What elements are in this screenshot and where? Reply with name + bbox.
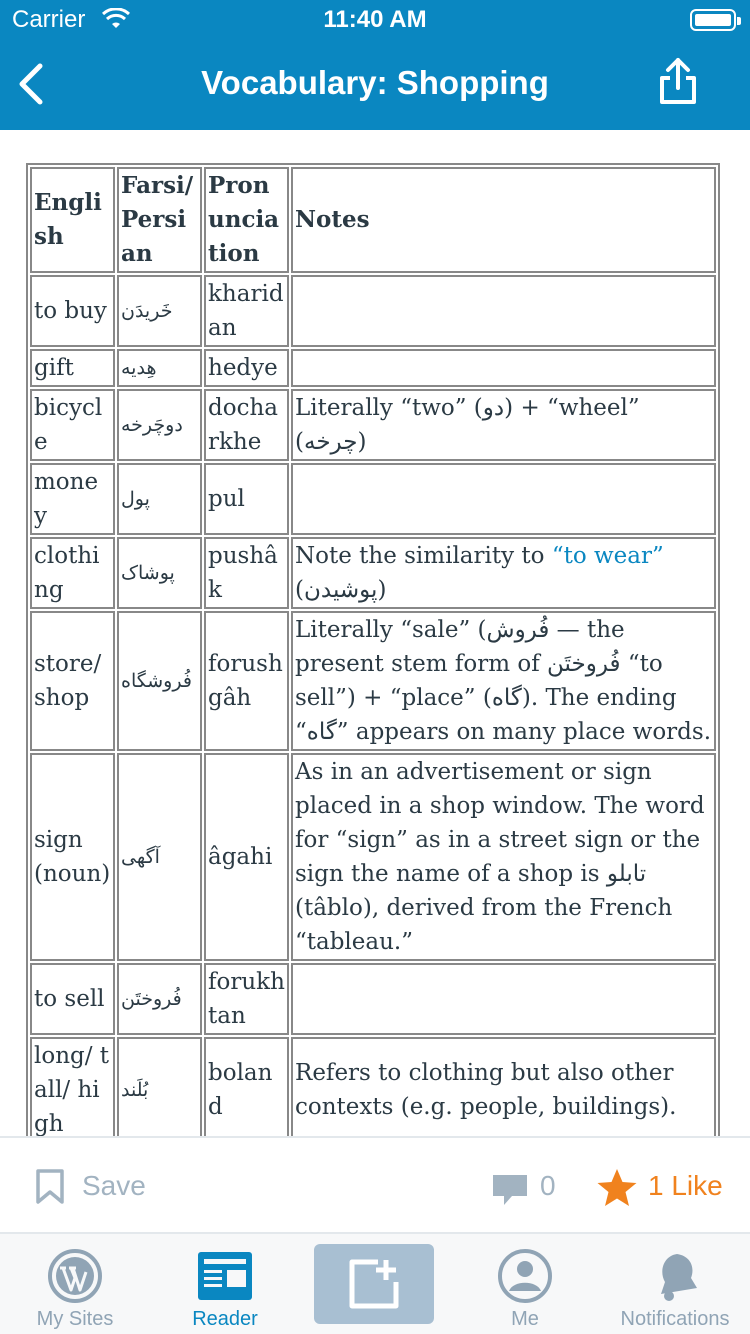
table-row (30, 349, 716, 387)
cell-notes (291, 963, 716, 1035)
cell-farsi: خَریدَن (117, 275, 202, 347)
reader-icon (198, 1252, 252, 1300)
cell-pronunciation: hedye (204, 349, 289, 387)
star-icon[interactable] (596, 1168, 638, 1208)
cell-pronunciation: forush gâh (204, 611, 289, 751)
page-title: Vocabulary: Shopping (201, 64, 549, 101)
tab-bar (0, 1234, 750, 1334)
battery-icon (690, 9, 736, 31)
tab-label: Notifications (620, 1308, 730, 1330)
vocabulary-table (26, 163, 720, 1136)
cell-pronunciation: pul (204, 463, 289, 535)
wordpress-icon (47, 1248, 103, 1304)
cell-farsi: بُلَند (117, 1037, 202, 1136)
cell-notes: As in an advertisement or sign placed in a shop window. The word for “sign” as in a street sign or the sign the name of a shop is تابلو (tâblo), derived from the French “tableau.” (291, 753, 716, 961)
header-english: English (30, 167, 115, 273)
table-row (30, 1037, 716, 1136)
table-row (30, 275, 716, 347)
bookmark-icon[interactable] (34, 1168, 66, 1206)
tab-label: Reader (192, 1308, 258, 1330)
table-row (30, 463, 716, 535)
cell-farsi: هِدیه (117, 349, 202, 387)
post-content[interactable] (0, 130, 750, 1136)
cell-english: bicycle (30, 389, 115, 461)
bell-icon (647, 1248, 703, 1304)
cell-english: money (30, 463, 115, 535)
comment-icon[interactable] (490, 1172, 530, 1208)
cell-farsi: آگهی (117, 753, 202, 961)
tab-label: My Sites (36, 1308, 114, 1330)
cell-notes (291, 349, 716, 387)
cell-pronunciation: docharkhe (204, 389, 289, 461)
cell-pronunciation: pushâk (204, 537, 289, 609)
table-row (30, 537, 716, 609)
share-button[interactable] (654, 56, 702, 108)
status-time: 11:40 AM (323, 6, 427, 33)
post-action-bar (0, 1136, 750, 1234)
cell-english: sign (noun) (30, 753, 115, 961)
to-wear-link[interactable]: “to wear” (551, 543, 664, 569)
top-bar (0, 0, 750, 130)
write-post-button[interactable] (314, 1244, 434, 1324)
cell-english: long/ tall/ high (30, 1037, 115, 1136)
table-row (30, 963, 716, 1035)
carrier-label: Carrier (12, 6, 86, 33)
cell-pronunciation: kharidan (204, 275, 289, 347)
table-row (30, 389, 716, 461)
header-farsi: Farsi/ Persian (117, 167, 202, 273)
header-pronunciation: Pronunciation (204, 167, 289, 273)
write-post-icon (348, 1258, 400, 1310)
cell-english: clothing (30, 537, 115, 609)
cell-english: gift (30, 349, 115, 387)
table-row (30, 753, 716, 961)
header-notes: Notes (291, 167, 716, 273)
tab-label: Me (511, 1308, 539, 1330)
cell-english: store/ shop (30, 611, 115, 751)
cell-farsi: فُروشگاه (117, 611, 202, 751)
cell-notes: Refers to clothing but also other contexts (e.g. people, buildings). (291, 1037, 716, 1136)
cell-notes (291, 275, 716, 347)
notes-text: Note the similarity to (295, 543, 552, 569)
tab-my-sites[interactable] (0, 1234, 150, 1334)
cell-notes: Literally “sale” (فُروش — the present stem form of فُروختَن “to sell”) + “place” (گاه). The ending “گاه” appears on many place words. (291, 611, 716, 751)
cell-english: to sell (30, 963, 115, 1035)
cell-notes: Literally “two” (دو) + “wheel” (چرخه) (291, 389, 716, 461)
cell-farsi: پول (117, 463, 202, 535)
table-row (30, 611, 716, 751)
cell-farsi: فُروختَن (117, 963, 202, 1035)
tab-reader[interactable] (150, 1234, 300, 1334)
comment-count[interactable]: 0 (540, 1170, 556, 1201)
save-button[interactable]: Save (82, 1170, 146, 1201)
cell-notes (291, 463, 716, 535)
cell-pronunciation: forukhtan (204, 963, 289, 1035)
profile-icon (497, 1248, 553, 1304)
tab-notifications[interactable] (600, 1234, 750, 1334)
cell-english: to buy (30, 275, 115, 347)
cell-pronunciation: âgahi (204, 753, 289, 961)
notes-text: (پوشیدن) (295, 577, 387, 603)
share-icon (654, 56, 702, 108)
cell-pronunciation: boland (204, 1037, 289, 1136)
cell-farsi: پوشاک (117, 537, 202, 609)
table-header-row (30, 167, 716, 273)
status-bar (0, 0, 750, 42)
cell-notes (291, 537, 716, 609)
like-button[interactable]: 1 Like (648, 1170, 723, 1201)
cell-farsi: دوچَرخه (117, 389, 202, 461)
tab-me[interactable] (450, 1234, 600, 1334)
